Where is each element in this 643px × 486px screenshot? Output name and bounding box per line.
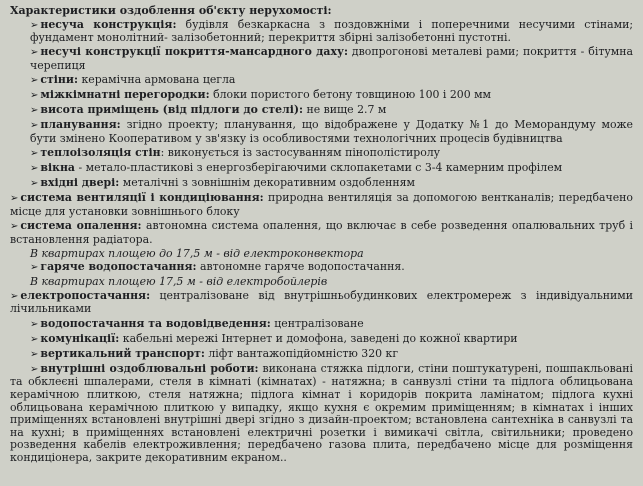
item-label: несучі конструкції покриття-мансардного даху: <box>40 45 348 59</box>
arrow-icon: ➢ <box>30 178 39 190</box>
item-entrance-door <box>10 177 633 191</box>
item-label: висота приміщень (від підлоги до стелі): <box>40 103 304 117</box>
item-text: централізоване від внутрішньобудинкових електромереж з індивідуальними лічильниками <box>10 288 633 316</box>
item-label: несуча конструкція: <box>40 17 177 31</box>
item-label: водопостачання та водовідведення: <box>40 316 271 330</box>
item-insulation <box>10 147 633 161</box>
item-label: вертикальний транспорт: <box>40 346 205 360</box>
arrow-icon: ➢ <box>30 163 39 175</box>
item-text: не вище 2.7 м <box>303 103 387 117</box>
item-label: стіни: <box>40 72 78 86</box>
item-layout <box>10 119 633 145</box>
item-height <box>10 104 633 118</box>
arrow-icon: ➢ <box>30 333 39 345</box>
item-text: будівля безкаркасна з поздовжніми і поперечними несучими стінами; фундамент монолітний- залізобетонний; перекриття збірні залізобетонні пустотні. <box>30 17 633 45</box>
heating-note: В квартирах площею до 17,5 м - від електроконвектора <box>30 246 364 260</box>
item-text: двопрогонові металеві рами; покриття - бітумна черепиця <box>30 45 633 72</box>
hot-water-note: В квартирах площею 17,5 м - від електробойлерів <box>30 275 328 289</box>
item-text: автономне гаряче водопостачання. <box>196 260 405 274</box>
item-label: теплоізоляція стін <box>40 145 161 159</box>
item-text: керамічна армована цегла <box>77 72 236 86</box>
item-text: блоки пористого бетону товщиною 100 і 200 мм <box>209 88 492 102</box>
item-text: - метало-пластикові з енергозберігаючими склопакетами с 3-4 камерним профілем <box>75 161 563 175</box>
arrow-icon: ➢ <box>10 193 19 205</box>
arrow-icon: ➢ <box>30 74 39 86</box>
arrow-icon: ➢ <box>10 290 19 302</box>
item-walls <box>10 74 633 88</box>
item-label: міжкімнатні перегородки: <box>40 88 210 102</box>
item-roof <box>10 46 633 72</box>
item-text: згідно проекту; планування, що відображене у Додатку №1 до Меморандуму може бути змінено Кооперативом у зв'язку із особливостями технологічних процесів будівництва <box>30 118 633 145</box>
item-text: : виконується із застосуванням пінополістиролу <box>160 145 441 159</box>
arrow-icon: ➢ <box>30 47 39 59</box>
item-label: комунікації: <box>40 331 120 345</box>
item-ventilation <box>10 192 633 218</box>
item-label: внутрішні оздоблювальні роботи: <box>40 361 259 375</box>
item-heating <box>10 220 633 246</box>
item-hot-water <box>10 261 633 275</box>
item-text: кабельні мережі Інтернет и домофона, заведені до кожної квартири <box>119 331 518 345</box>
item-label: електропостачання: <box>20 288 151 302</box>
item-interior-finishing <box>10 363 633 465</box>
arrow-icon: ➢ <box>30 318 39 330</box>
item-vertical-transport <box>10 348 633 362</box>
item-text: природна вентиляція за допомогою вентканалів; передбачено місце для установки зовнішнього блоку <box>10 191 633 218</box>
arrow-icon: ➢ <box>30 262 39 274</box>
item-label: гаряче водопостачання: <box>40 260 197 274</box>
item-windows <box>10 162 633 176</box>
document-title: Характеристики оздоблення об'єкту нерухомості: <box>10 4 332 17</box>
item-text: металічні з зовнішнім декоративним оздобленням <box>119 176 415 190</box>
item-text: централізоване <box>270 316 364 330</box>
arrow-icon: ➢ <box>30 120 39 132</box>
item-load-bearing <box>10 19 633 45</box>
item-electricity <box>10 290 633 316</box>
item-communications <box>10 333 633 347</box>
arrow-icon: ➢ <box>30 105 39 117</box>
item-label: вхідні двері: <box>40 176 120 190</box>
item-label: планування: <box>40 118 121 132</box>
item-partitions <box>10 89 633 103</box>
arrow-icon: ➢ <box>30 19 39 31</box>
item-label: система опалення: <box>20 218 142 232</box>
arrow-icon: ➢ <box>10 220 19 232</box>
arrow-icon: ➢ <box>30 90 39 102</box>
item-water-supply <box>10 318 633 332</box>
arrow-icon: ➢ <box>30 147 39 159</box>
arrow-icon: ➢ <box>30 348 39 360</box>
item-text: автономна система опалення, що включає в себе розведення опалювальних труб і встановлення радіатора. <box>10 218 634 246</box>
item-text: ліфт вантажопідйомністю 320 кг <box>204 346 399 360</box>
item-label: система вентиляції і кондиціювання: <box>20 191 264 205</box>
item-label: вікна <box>40 161 75 175</box>
item-text: виконана стяжка підлоги, стіни поштукатурені, пошпакльовані та обклеєні шпалерами, стеля в кімнаті (кімнатах) - натяжна; в санвузлі стіни та підлога облицьована керамічною плиткою, стеля натяжна; підлога кімнат і коридорів покрита ламінатом; підлога кухні облицьована керамічною плиткою у випадку, якщо кухня є окремим приміщенням; в кімнатах і інших приміщеннях встановлені внутрішні двері згідно з дизайн-проектом; встановлена сантехніка в санвузлі та на кухні; в приміщеннях встановлені електричні розетки і вимикачі світла, світильники; проведено розведення кабелів електроживлення; передбачено газова плита, передбачено місце для розміщення кондиціонера, закрите декоративним екраном.. <box>10 361 633 464</box>
arrow-icon: ➢ <box>30 363 39 375</box>
